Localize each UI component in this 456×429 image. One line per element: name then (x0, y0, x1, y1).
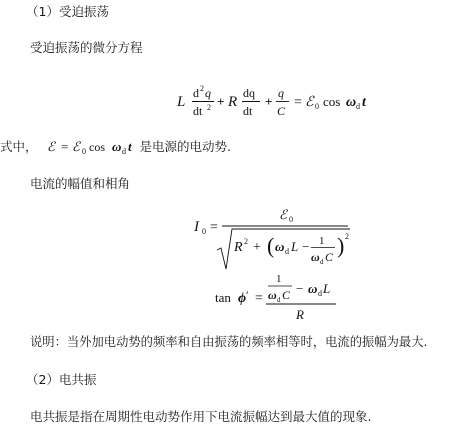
svg-text:q: q (205, 86, 211, 100)
svg-text:d: d (285, 247, 289, 256)
svg-text:I: I (194, 219, 199, 235)
forced-oscillation-equation (174, 80, 374, 124)
where-suffix: 是电源的电动势. (139, 139, 231, 154)
current-heading: 电流的幅值和相角 (30, 176, 131, 191)
svg-text:L: L (323, 281, 331, 296)
eq-omega: ω (346, 95, 357, 110)
svg-text:1: 1 (319, 235, 325, 247)
svg-text:tan: tan (215, 290, 231, 305)
eq-plus-2: + (265, 94, 273, 109)
svg-text:ℰ: ℰ (71, 139, 80, 154)
svg-text:0: 0 (289, 215, 293, 224)
svg-text:=: = (255, 291, 263, 306)
svg-text:C: C (282, 288, 291, 302)
svg-text:dq: dq (243, 86, 255, 100)
svg-text:dt: dt (243, 104, 253, 118)
eq-L: L (177, 94, 186, 110)
svg-text:d: d (193, 86, 199, 100)
eq-equals: = (294, 95, 302, 110)
svg-text:ℰ: ℰ (279, 207, 287, 222)
resonance-definition: 电共振是指在周期性电动势作用下电流振幅达到最大值的现象. (30, 409, 372, 424)
svg-text:L: L (291, 239, 299, 254)
svg-text:d: d (320, 258, 324, 266)
eq-first-derivative (242, 86, 260, 118)
svg-text:2: 2 (244, 237, 248, 246)
svg-text:(: ( (267, 233, 275, 258)
eq-cos: cos (323, 94, 341, 109)
eq-emf: ℰ (305, 95, 314, 110)
svg-text:=: = (210, 220, 218, 235)
svg-text:t: t (127, 139, 132, 154)
svg-text:0: 0 (81, 147, 86, 156)
svg-text:1: 1 (276, 273, 282, 285)
svg-text:′: ′ (246, 288, 249, 302)
svg-text:+: + (253, 240, 261, 255)
svg-text:2: 2 (345, 232, 349, 241)
equation-intro: 受迫振荡的微分方程 (30, 40, 143, 55)
svg-text:C: C (325, 250, 334, 264)
svg-text:q: q (278, 86, 284, 100)
svg-text:ω: ω (268, 288, 277, 302)
svg-text:ω: ω (311, 250, 320, 264)
svg-text:ℰ: ℰ (46, 139, 55, 154)
svg-text:ω: ω (308, 281, 318, 296)
svg-text:d: d (318, 289, 322, 298)
eq-plus-1: + (217, 94, 225, 109)
eq-charge-over-capacitance (276, 86, 289, 118)
current-amplitude-formula (190, 203, 360, 273)
svg-text:): ) (337, 233, 345, 258)
svg-text:C: C (277, 104, 286, 118)
svg-text:ϕ: ϕ (238, 291, 247, 306)
svg-text:d: d (277, 296, 281, 304)
emf-inline-formula (42, 138, 136, 154)
svg-text:d: d (121, 147, 126, 156)
svg-text:0: 0 (202, 227, 206, 236)
section2-heading: （2）电共振 (26, 372, 97, 387)
svg-text:−: − (302, 239, 310, 254)
eq-second-derivative (192, 84, 214, 118)
svg-text:−: − (296, 281, 304, 296)
svg-text:ω: ω (275, 239, 285, 254)
section1-heading: （1）受迫振荡 (26, 4, 109, 19)
phase-angle-formula (212, 269, 342, 323)
svg-text:R: R (234, 240, 243, 255)
svg-text:cos: cos (88, 140, 105, 154)
svg-text:2: 2 (207, 103, 211, 112)
svg-text:2: 2 (200, 84, 204, 93)
eq-t: t (362, 95, 366, 110)
eq-omega-subd: d (356, 102, 360, 111)
svg-text:ω: ω (111, 139, 121, 154)
eq-R: R (228, 94, 238, 110)
svg-text:=: = (60, 139, 68, 154)
svg-text:R: R (296, 307, 304, 322)
svg-text:dt: dt (193, 104, 203, 118)
emf-definition-line (0, 138, 231, 158)
where-prefix: 式中， (0, 139, 38, 154)
eq-emf-sub0: 0 (315, 102, 319, 111)
resonance-note: 说明：当外加电动势的频率和自由振荡的频率相等时，电流的振幅为最大. (30, 335, 428, 349)
